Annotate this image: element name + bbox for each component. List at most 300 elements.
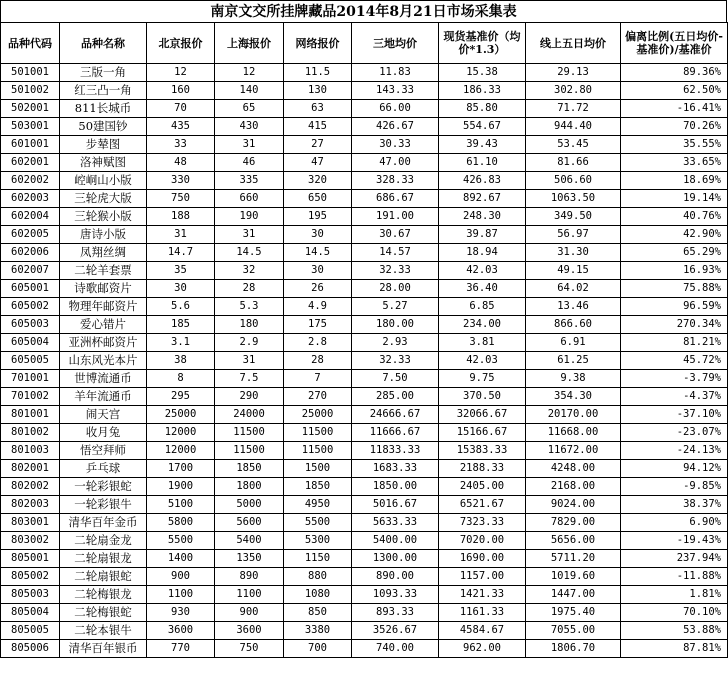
table-row	[1, 316, 728, 334]
cell-code: 701001	[1, 370, 60, 388]
cell-name: 清华百年银币	[60, 640, 147, 658]
cell-base: 15166.67	[439, 424, 526, 442]
cell-code: 805004	[1, 604, 60, 622]
cell-shanghai: 32	[215, 262, 284, 280]
cell-code: 602001	[1, 154, 60, 172]
table-row	[1, 550, 728, 568]
cell-online: 4950	[284, 496, 352, 514]
cell-shanghai: 1850	[215, 460, 284, 478]
cell-base: 85.80	[439, 100, 526, 118]
cell-code: 801001	[1, 406, 60, 424]
cell-name: 二轮梅银龙	[60, 586, 147, 604]
cell-name: 一轮彩银蛇	[60, 478, 147, 496]
cell-shanghai: 660	[215, 190, 284, 208]
cell-deviation: 70.26%	[621, 118, 728, 136]
cell-deviation: 75.88%	[621, 280, 728, 298]
cell-avg: 7.50	[352, 370, 439, 388]
cell-online: 47	[284, 154, 352, 172]
cell-base: 1157.00	[439, 568, 526, 586]
cell-avg: 30.67	[352, 226, 439, 244]
cell-online: 63	[284, 100, 352, 118]
cell-code: 602002	[1, 172, 60, 190]
cell-code: 602007	[1, 262, 60, 280]
cell-deviation: 96.59%	[621, 298, 728, 316]
cell-code: 501001	[1, 64, 60, 82]
cell-online: 30	[284, 226, 352, 244]
cell-shanghai: 5400	[215, 532, 284, 550]
cell-base: 61.10	[439, 154, 526, 172]
cell-shanghai: 335	[215, 172, 284, 190]
cell-beijing: 5100	[147, 496, 215, 514]
table-row	[1, 586, 728, 604]
cell-base: 426.83	[439, 172, 526, 190]
cell-shanghai: 7.5	[215, 370, 284, 388]
table-row	[1, 136, 728, 154]
cell-name: 二轮梅银蛇	[60, 604, 147, 622]
cell-online: 700	[284, 640, 352, 658]
cell-name: 山东风光本片	[60, 352, 147, 370]
cell-avg: 24666.67	[352, 406, 439, 424]
cell-avg: 1850.00	[352, 478, 439, 496]
table-row	[1, 280, 728, 298]
cell-online: 880	[284, 568, 352, 586]
cell-beijing: 14.7	[147, 244, 215, 262]
cell-avg: 28.00	[352, 280, 439, 298]
table-row	[1, 388, 728, 406]
sheet-title: 南京文交所挂牌藏品2014年8月21日市场采集表	[0, 0, 727, 22]
cell-beijing: 188	[147, 208, 215, 226]
cell-deviation: -9.85%	[621, 478, 728, 496]
cell-beijing: 25000	[147, 406, 215, 424]
cell-code: 805005	[1, 622, 60, 640]
cell-base: 1161.33	[439, 604, 526, 622]
cell-base: 18.94	[439, 244, 526, 262]
cell-online: 5300	[284, 532, 352, 550]
cell-code: 805001	[1, 550, 60, 568]
cell-base: 6521.67	[439, 496, 526, 514]
cell-name: 清华百年金币	[60, 514, 147, 532]
cell-avg: 890.00	[352, 568, 439, 586]
cell-avg: 32.33	[352, 352, 439, 370]
cell-beijing: 70	[147, 100, 215, 118]
cell-code: 605004	[1, 334, 60, 352]
cell-name: 步辇图	[60, 136, 147, 154]
cell-shanghai: 180	[215, 316, 284, 334]
cell-shanghai: 430	[215, 118, 284, 136]
cell-code: 802002	[1, 478, 60, 496]
cell-online: 415	[284, 118, 352, 136]
cell-name: 唐诗小版	[60, 226, 147, 244]
cell-avg: 1683.33	[352, 460, 439, 478]
cell-beijing: 435	[147, 118, 215, 136]
cell-deviation: 53.88%	[621, 622, 728, 640]
cell-five-day: 2168.00	[526, 478, 621, 496]
cell-five-day: 5711.20	[526, 550, 621, 568]
cell-online: 26	[284, 280, 352, 298]
cell-beijing: 900	[147, 568, 215, 586]
cell-deviation: 65.29%	[621, 244, 728, 262]
cell-base: 1421.33	[439, 586, 526, 604]
cell-five-day: 7829.00	[526, 514, 621, 532]
table-row	[1, 442, 728, 460]
cell-shanghai: 11500	[215, 442, 284, 460]
cell-avg: 740.00	[352, 640, 439, 658]
cell-five-day: 11672.00	[526, 442, 621, 460]
cell-shanghai: 900	[215, 604, 284, 622]
cell-deviation: 16.93%	[621, 262, 728, 280]
cell-online: 1080	[284, 586, 352, 604]
cell-beijing: 770	[147, 640, 215, 658]
cell-five-day: 7055.00	[526, 622, 621, 640]
cell-shanghai: 1350	[215, 550, 284, 568]
cell-shanghai: 24000	[215, 406, 284, 424]
cell-base: 6.85	[439, 298, 526, 316]
cell-deviation: 40.76%	[621, 208, 728, 226]
cell-avg: 426.67	[352, 118, 439, 136]
cell-base: 2188.33	[439, 460, 526, 478]
table-row	[1, 532, 728, 550]
cell-avg: 1093.33	[352, 586, 439, 604]
table-row	[1, 622, 728, 640]
cell-code: 605005	[1, 352, 60, 370]
cell-avg: 285.00	[352, 388, 439, 406]
market-table	[0, 22, 728, 658]
cell-code: 602003	[1, 190, 60, 208]
cell-name: 闹天宫	[60, 406, 147, 424]
header-beijing-price: 北京报价	[147, 23, 215, 64]
cell-five-day: 866.60	[526, 316, 621, 334]
cell-online: 27	[284, 136, 352, 154]
table-row	[1, 244, 728, 262]
cell-avg: 143.33	[352, 82, 439, 100]
cell-online: 2.8	[284, 334, 352, 352]
cell-five-day: 13.46	[526, 298, 621, 316]
table-row	[1, 496, 728, 514]
cell-five-day: 9.38	[526, 370, 621, 388]
cell-code: 803002	[1, 532, 60, 550]
cell-five-day: 29.13	[526, 64, 621, 82]
cell-avg: 11833.33	[352, 442, 439, 460]
cell-five-day: 53.45	[526, 136, 621, 154]
cell-five-day: 5656.00	[526, 532, 621, 550]
header-code: 品种代码	[1, 23, 60, 64]
cell-beijing: 30	[147, 280, 215, 298]
cell-avg: 11.83	[352, 64, 439, 82]
cell-online: 14.5	[284, 244, 352, 262]
cell-name: 二轮扇银蛇	[60, 568, 147, 586]
cell-deviation: -11.88%	[621, 568, 728, 586]
cell-shanghai: 28	[215, 280, 284, 298]
table-body	[1, 64, 728, 658]
cell-beijing: 31	[147, 226, 215, 244]
cell-base: 234.00	[439, 316, 526, 334]
cell-avg: 180.00	[352, 316, 439, 334]
cell-base: 15.38	[439, 64, 526, 82]
cell-shanghai: 14.5	[215, 244, 284, 262]
cell-base: 892.67	[439, 190, 526, 208]
cell-shanghai: 890	[215, 568, 284, 586]
cell-five-day: 71.72	[526, 100, 621, 118]
cell-name: 收月兔	[60, 424, 147, 442]
cell-online: 270	[284, 388, 352, 406]
table-row	[1, 118, 728, 136]
cell-beijing: 185	[147, 316, 215, 334]
cell-shanghai: 65	[215, 100, 284, 118]
cell-deviation: 87.81%	[621, 640, 728, 658]
table-row	[1, 640, 728, 658]
cell-avg: 3526.67	[352, 622, 439, 640]
cell-beijing: 1700	[147, 460, 215, 478]
cell-deviation: -3.79%	[621, 370, 728, 388]
cell-five-day: 944.40	[526, 118, 621, 136]
header-avg-price: 三地均价	[352, 23, 439, 64]
cell-code: 803001	[1, 514, 60, 532]
cell-five-day: 31.30	[526, 244, 621, 262]
cell-avg: 5016.67	[352, 496, 439, 514]
cell-code: 805003	[1, 586, 60, 604]
cell-online: 130	[284, 82, 352, 100]
cell-deviation: -19.43%	[621, 532, 728, 550]
cell-five-day: 61.25	[526, 352, 621, 370]
table-row	[1, 64, 728, 82]
cell-base: 39.87	[439, 226, 526, 244]
cell-deviation: 19.14%	[621, 190, 728, 208]
cell-deviation: -4.37%	[621, 388, 728, 406]
cell-code: 602006	[1, 244, 60, 262]
header-spot-base-price: 现货基准价（均价*1.3）	[439, 23, 526, 64]
cell-five-day: 506.60	[526, 172, 621, 190]
cell-shanghai: 290	[215, 388, 284, 406]
cell-five-day: 56.97	[526, 226, 621, 244]
cell-online: 3380	[284, 622, 352, 640]
cell-shanghai: 140	[215, 82, 284, 100]
cell-deviation: -23.07%	[621, 424, 728, 442]
table-row	[1, 514, 728, 532]
cell-name: 811长城币	[60, 100, 147, 118]
cell-code: 701002	[1, 388, 60, 406]
table-row	[1, 352, 728, 370]
table-row	[1, 208, 728, 226]
cell-base: 4584.67	[439, 622, 526, 640]
cell-avg: 328.33	[352, 172, 439, 190]
cell-online: 850	[284, 604, 352, 622]
cell-name: 二轮扇金龙	[60, 532, 147, 550]
cell-code: 502001	[1, 100, 60, 118]
cell-deviation: 6.90%	[621, 514, 728, 532]
cell-avg: 191.00	[352, 208, 439, 226]
cell-code: 501002	[1, 82, 60, 100]
cell-code: 602005	[1, 226, 60, 244]
cell-base: 9.75	[439, 370, 526, 388]
table-row	[1, 334, 728, 352]
cell-avg: 686.67	[352, 190, 439, 208]
cell-deviation: 81.21%	[621, 334, 728, 352]
cell-name: 物理年邮资片	[60, 298, 147, 316]
cell-code: 605001	[1, 280, 60, 298]
cell-shanghai: 190	[215, 208, 284, 226]
cell-online: 11.5	[284, 64, 352, 82]
cell-online: 1850	[284, 478, 352, 496]
cell-beijing: 3600	[147, 622, 215, 640]
cell-five-day: 302.80	[526, 82, 621, 100]
cell-base: 1690.00	[439, 550, 526, 568]
cell-shanghai: 12	[215, 64, 284, 82]
cell-beijing: 12000	[147, 442, 215, 460]
header-five-day-avg: 线上五日均价	[526, 23, 621, 64]
cell-code: 801003	[1, 442, 60, 460]
cell-avg: 32.33	[352, 262, 439, 280]
cell-name: 亚洲杯邮资片	[60, 334, 147, 352]
cell-beijing: 750	[147, 190, 215, 208]
cell-name: 爱心错片	[60, 316, 147, 334]
cell-beijing: 38	[147, 352, 215, 370]
cell-five-day: 1975.40	[526, 604, 621, 622]
cell-beijing: 12000	[147, 424, 215, 442]
cell-name: 悟空拜师	[60, 442, 147, 460]
cell-beijing: 5.6	[147, 298, 215, 316]
cell-avg: 5633.33	[352, 514, 439, 532]
table-row	[1, 226, 728, 244]
cell-five-day: 1019.60	[526, 568, 621, 586]
cell-code: 602004	[1, 208, 60, 226]
cell-base: 42.03	[439, 262, 526, 280]
cell-online: 25000	[284, 406, 352, 424]
cell-avg: 1300.00	[352, 550, 439, 568]
cell-five-day: 1806.70	[526, 640, 621, 658]
cell-code: 802001	[1, 460, 60, 478]
header-row	[1, 23, 728, 64]
cell-online: 11500	[284, 442, 352, 460]
cell-name: 二轮本银牛	[60, 622, 147, 640]
cell-online: 195	[284, 208, 352, 226]
cell-avg: 30.33	[352, 136, 439, 154]
table-row	[1, 262, 728, 280]
cell-base: 248.30	[439, 208, 526, 226]
cell-deviation: 1.81%	[621, 586, 728, 604]
cell-shanghai: 31	[215, 136, 284, 154]
cell-deviation: 89.36%	[621, 64, 728, 82]
cell-online: 5500	[284, 514, 352, 532]
cell-code: 801002	[1, 424, 60, 442]
cell-shanghai: 1800	[215, 478, 284, 496]
table-row	[1, 82, 728, 100]
cell-five-day: 9024.00	[526, 496, 621, 514]
cell-avg: 5400.00	[352, 532, 439, 550]
cell-beijing: 3.1	[147, 334, 215, 352]
cell-base: 36.40	[439, 280, 526, 298]
cell-five-day: 1063.50	[526, 190, 621, 208]
cell-shanghai: 46	[215, 154, 284, 172]
cell-deviation: 270.34%	[621, 316, 728, 334]
cell-online: 175	[284, 316, 352, 334]
cell-beijing: 35	[147, 262, 215, 280]
cell-five-day: 11668.00	[526, 424, 621, 442]
cell-five-day: 1447.00	[526, 586, 621, 604]
cell-beijing: 48	[147, 154, 215, 172]
cell-avg: 47.00	[352, 154, 439, 172]
cell-shanghai: 1100	[215, 586, 284, 604]
cell-deviation: -24.13%	[621, 442, 728, 460]
cell-online: 1150	[284, 550, 352, 568]
cell-deviation: 18.69%	[621, 172, 728, 190]
cell-base: 15383.33	[439, 442, 526, 460]
cell-beijing: 1900	[147, 478, 215, 496]
cell-online: 30	[284, 262, 352, 280]
cell-five-day: 20170.00	[526, 406, 621, 424]
cell-beijing: 1400	[147, 550, 215, 568]
cell-deviation: 38.37%	[621, 496, 728, 514]
cell-beijing: 5500	[147, 532, 215, 550]
cell-shanghai: 31	[215, 226, 284, 244]
cell-avg: 893.33	[352, 604, 439, 622]
cell-code: 805006	[1, 640, 60, 658]
header-deviation-ratio: 偏离比例(五日均价-基准价)/基准价	[621, 23, 728, 64]
cell-code: 605002	[1, 298, 60, 316]
cell-shanghai: 11500	[215, 424, 284, 442]
cell-shanghai: 3600	[215, 622, 284, 640]
cell-online: 1500	[284, 460, 352, 478]
cell-online: 28	[284, 352, 352, 370]
cell-name: 一轮彩银牛	[60, 496, 147, 514]
cell-deviation: 237.94%	[621, 550, 728, 568]
cell-online: 650	[284, 190, 352, 208]
cell-avg: 2.93	[352, 334, 439, 352]
cell-beijing: 930	[147, 604, 215, 622]
cell-name: 50建国钞	[60, 118, 147, 136]
cell-name: 世博流通币	[60, 370, 147, 388]
header-name: 品种名称	[60, 23, 147, 64]
table-row	[1, 568, 728, 586]
cell-name: 二轮羊套票	[60, 262, 147, 280]
cell-deviation: 94.12%	[621, 460, 728, 478]
cell-base: 32066.67	[439, 406, 526, 424]
cell-base: 3.81	[439, 334, 526, 352]
table-row	[1, 298, 728, 316]
cell-beijing: 12	[147, 64, 215, 82]
cell-name: 崆峒山小版	[60, 172, 147, 190]
table-row	[1, 424, 728, 442]
cell-beijing: 1100	[147, 586, 215, 604]
cell-shanghai: 31	[215, 352, 284, 370]
cell-deviation: 70.10%	[621, 604, 728, 622]
table-row	[1, 370, 728, 388]
header-online-price: 网络报价	[284, 23, 352, 64]
table-row	[1, 406, 728, 424]
cell-base: 962.00	[439, 640, 526, 658]
cell-shanghai: 5.3	[215, 298, 284, 316]
cell-code: 503001	[1, 118, 60, 136]
cell-online: 4.9	[284, 298, 352, 316]
table-row	[1, 172, 728, 190]
cell-beijing: 33	[147, 136, 215, 154]
cell-shanghai: 5600	[215, 514, 284, 532]
cell-beijing: 160	[147, 82, 215, 100]
table-row	[1, 190, 728, 208]
cell-beijing: 330	[147, 172, 215, 190]
cell-shanghai: 2.9	[215, 334, 284, 352]
cell-code: 601001	[1, 136, 60, 154]
cell-beijing: 5800	[147, 514, 215, 532]
header-shanghai-price: 上海报价	[215, 23, 284, 64]
table-row	[1, 460, 728, 478]
cell-name: 凤翔丝绸	[60, 244, 147, 262]
cell-deviation: 33.65%	[621, 154, 728, 172]
cell-name: 三版一角	[60, 64, 147, 82]
cell-five-day: 49.15	[526, 262, 621, 280]
cell-code: 805002	[1, 568, 60, 586]
cell-base: 2405.00	[439, 478, 526, 496]
cell-code: 605003	[1, 316, 60, 334]
